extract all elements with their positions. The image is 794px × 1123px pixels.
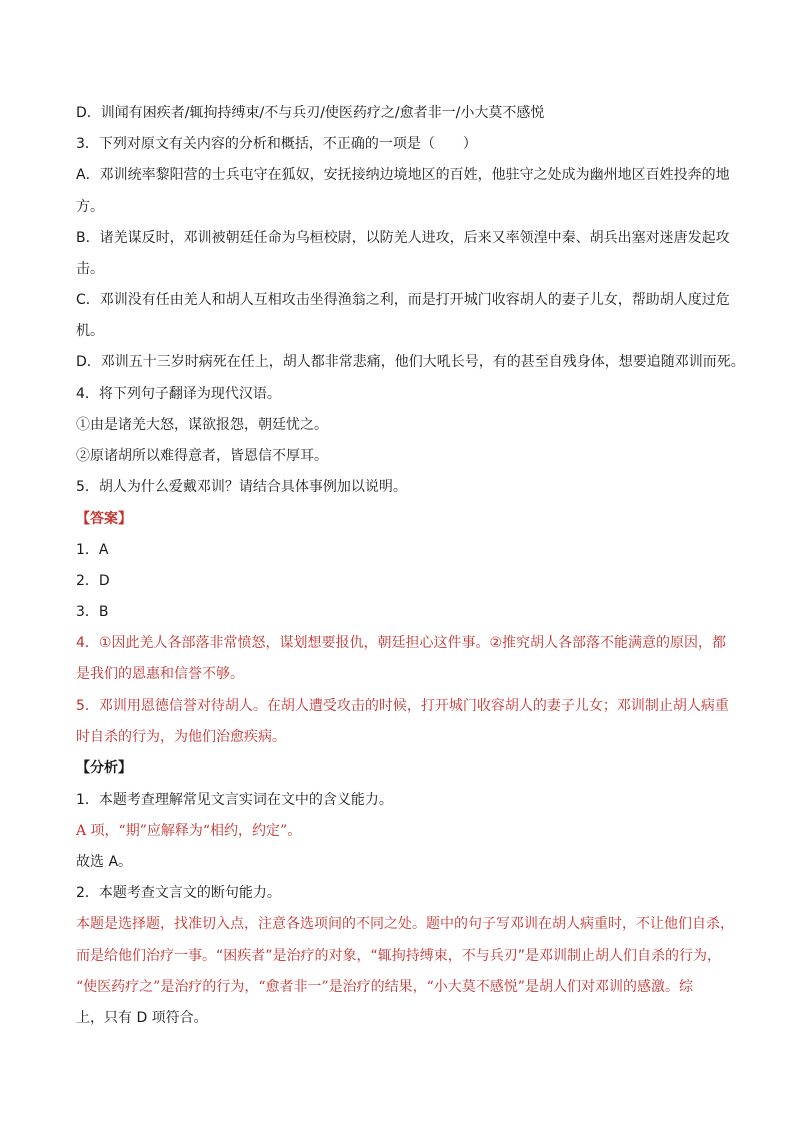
answer-5-line2: 时自杀的行为，为他们治愈疾病。 <box>76 729 286 745</box>
analysis-2-line1: 本题是选择题，找准切入点，注意各选项间的不同之处。题中的句子写邓训在胡人病重时，不让他们自杀， <box>76 916 734 932</box>
analysis-2-line2: 而是给他们治疗一事。“困疾者”是治疗的对象，“辄拘持缚束，不与兵刃”是邓训制止胡人们自杀的行为， <box>76 948 722 964</box>
analysis-2-line3: “使医药疗之”是治疗的行为，“愈者非一”是治疗的结果，“小大莫不感悦”是胡人们对邓训的感激。综 <box>76 979 693 995</box>
analysis-1-a: A 项，“期”应解释为“相约，约定”。 <box>76 823 302 839</box>
q5-stem: 5．胡人为什么爱戴邓训？请结合具体事例加以说明。 <box>76 479 407 495</box>
analysis-heading: 【分析】 <box>76 760 132 776</box>
q4-item-1: ①由是诸羌大怒，谋欲报怨，朝廷忧之。 <box>76 417 328 433</box>
answer-5-line1: 5．邓训用恩德信誉对待胡人。在胡人遭受攻击的时候，打开城门收容胡人的妻子儿女；邓训制止胡人病重 <box>76 698 729 714</box>
answer-4-line2: 是我们的恩惠和信誉不够。 <box>76 666 244 682</box>
answer-heading: 【答案】 <box>76 511 132 527</box>
analysis-1-conclusion: 故选 A。 <box>76 854 133 870</box>
q4-stem: 4．将下列句子翻译为现代汉语。 <box>76 386 281 402</box>
q4-item-2: ②原诸胡所以难得意者，皆恩信不厚耳。 <box>76 448 328 464</box>
q3-option-a-line1: A．邓训统率黎阳营的士兵屯守在狐奴，安抚接纳边境地区的百姓，他驻守之处成为幽州地区百姓投奔的地 <box>76 167 730 183</box>
q3-option-c-line1: C．邓训没有任由羌人和胡人互相攻击坐得渔翁之利，而是打开城门收容胡人的妻子儿女，帮助胡人度过危 <box>76 292 730 308</box>
q3-option-b-line1: B．诸羌谋反时，邓训被朝廷任命为乌桓校尉，以防羌人进攻，后来又率领湟中秦、胡兵出塞对迷唐发起攻 <box>76 230 730 246</box>
q3-stem: 3．下列对原文有关内容的分析和概括，不正确的一项是（ ） <box>76 136 477 152</box>
answer-4-line1: 4．①因此羌人各部落非常愤怒，谋划想要报仇，朝廷担心这件事。②推究胡人各部落不能满意的原因，都 <box>76 635 727 651</box>
answer-3: 3．B <box>76 604 109 620</box>
q2-option-d: D．训闻有困疾者/辄拘持缚束/不与兵刃/使医药疗之/愈者非一/小大莫不感悦 <box>76 105 545 121</box>
analysis-1-title: 1．本题考查理解常见文言实词在文中的含义能力。 <box>76 792 393 808</box>
q3-option-d: D．邓训五十三岁时病死在任上，胡人都非常悲痛，他们大吼长号，有的甚至自残身体，想要追随邓训而死。 <box>76 354 745 370</box>
q3-option-c-line2: 机。 <box>76 323 104 339</box>
answer-1: 1．A <box>76 542 109 558</box>
analysis-2-last: 上，只有 D 项符合。 <box>76 1010 208 1026</box>
analysis-2-title: 2．本题考查文言文的断句能力。 <box>76 885 281 901</box>
q3-option-b-line2: 击。 <box>76 261 104 277</box>
q3-option-a-line2: 方。 <box>76 199 104 215</box>
answer-2: 2．D <box>76 573 110 589</box>
